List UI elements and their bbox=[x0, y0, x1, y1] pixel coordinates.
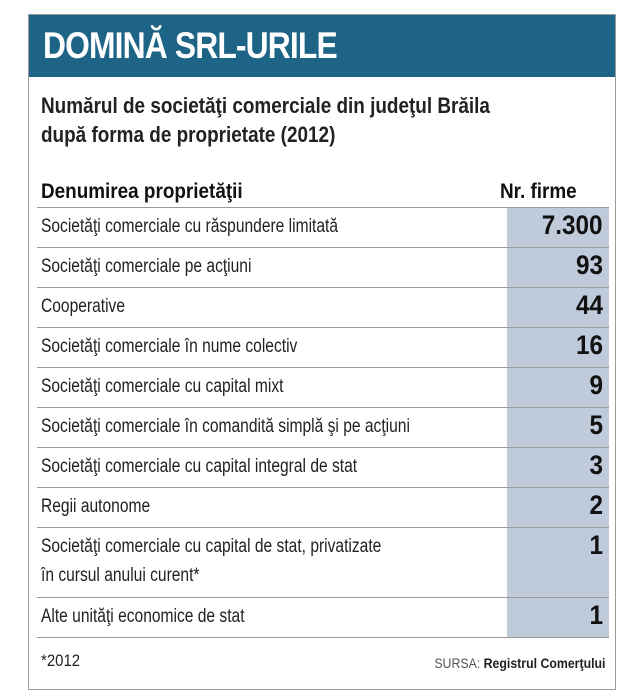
table-row bbox=[37, 247, 609, 287]
row-value: 1 bbox=[589, 600, 603, 630]
header-count: Nr. firme bbox=[500, 180, 577, 203]
table-row bbox=[37, 597, 609, 637]
header-name: Denumirea proprietăţii bbox=[41, 180, 243, 203]
source-prefix: SURSA: bbox=[433, 655, 480, 671]
row-label: Societăţi comerciale cu capital de stat, privatizate în cursul anului curent* bbox=[41, 536, 382, 586]
row-value: 5 bbox=[589, 410, 603, 440]
row-value: 1 bbox=[589, 530, 603, 560]
row-label: Cooperative bbox=[41, 296, 126, 317]
row-label: Societăţi comerciale în comandită simplă şi pe acţiuni bbox=[41, 416, 410, 437]
title-banner bbox=[29, 15, 615, 77]
row-value: 93 bbox=[575, 250, 603, 280]
row-label: Regii autonome bbox=[41, 496, 151, 517]
infographic-card bbox=[28, 14, 616, 690]
footnote: *2012 bbox=[41, 651, 81, 670]
source-credit bbox=[434, 655, 605, 671]
row-label: Societăţi comerciale pe acţiuni bbox=[41, 256, 252, 277]
table-row bbox=[37, 447, 609, 487]
table-row bbox=[37, 527, 609, 597]
row-value: 2 bbox=[589, 490, 603, 520]
row-value: 7.300 bbox=[542, 210, 603, 240]
row-value: 16 bbox=[575, 330, 603, 360]
table-row bbox=[37, 287, 609, 327]
banner-title: DOMINĂ SRL-URILE bbox=[43, 25, 337, 66]
table-row bbox=[37, 327, 609, 367]
table-bottom-rule bbox=[37, 637, 609, 638]
source-name: Registrul Comerţului bbox=[483, 655, 605, 671]
table-row bbox=[37, 407, 609, 447]
row-label: Societăţi comerciale cu capital integral de stat bbox=[41, 456, 358, 477]
table-row bbox=[37, 207, 609, 247]
row-value: 9 bbox=[589, 370, 603, 400]
row-label: Alte unităţi economice de stat bbox=[41, 606, 245, 627]
row-value: 44 bbox=[575, 290, 603, 320]
table-row bbox=[37, 367, 609, 407]
row-value: 3 bbox=[589, 450, 603, 480]
subtitle: Numărul de societăţi comerciale din judeţul Brăila după forma de proprietate (2012) bbox=[41, 93, 490, 147]
table-row bbox=[37, 487, 609, 527]
row-label: Societăţi comerciale cu răspundere limitată bbox=[41, 216, 339, 237]
row-label: Societăţi comerciale în nume colectiv bbox=[41, 336, 298, 357]
row-label: Societăţi comerciale cu capital mixt bbox=[41, 376, 284, 397]
